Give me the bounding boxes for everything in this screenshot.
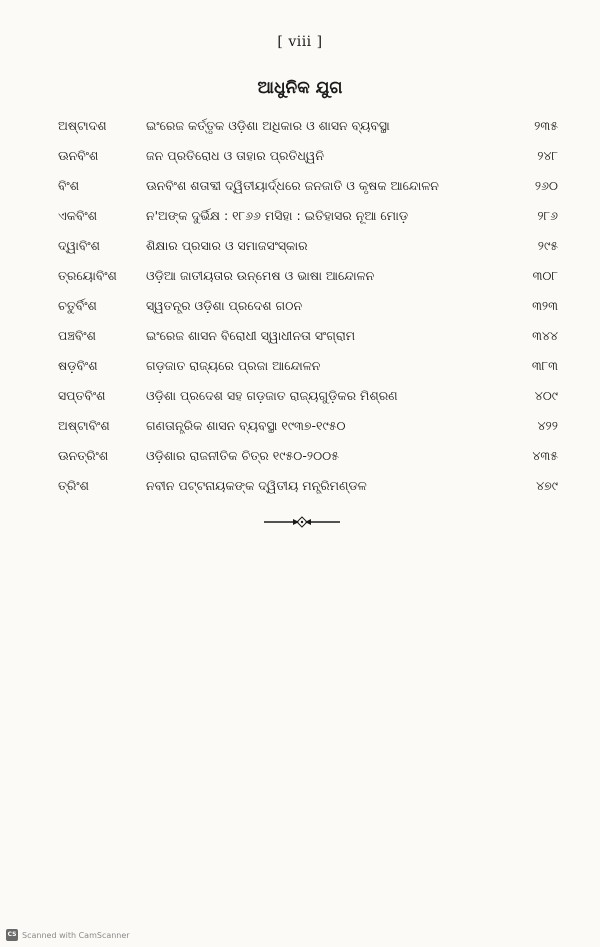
chapter-ordinal: ଏକବିଂଶ [58, 208, 98, 223]
chapter-ordinal: ଚତୁର୍ବିଂଶ [58, 298, 97, 313]
toc-row [58, 148, 558, 178]
chapter-title: ସ୍ୱତନ୍ତ୍ର ଓଡ଼ିଶା ପ୍ରଦେଶ ଗଠନ [146, 298, 303, 313]
toc-row [58, 328, 558, 358]
page-number: [ viii ] [277, 34, 323, 50]
chapter-page-number: ୪୩୫ [532, 448, 558, 463]
ornament-divider [262, 514, 342, 530]
chapter-title: ଇଂରେଜ ଶାସନ ବିରୋଧୀ ସ୍ୱାଧୀନତା ସଂଗ୍ରାମ [146, 328, 356, 343]
chapter-title: ଓଡ଼ିଆ ଜାତୀୟତାର ଉନ୍ମେଷ ଓ ଭାଷା ଆନ୍ଦୋଳନ [146, 268, 375, 283]
chapter-ordinal: ଦ୍ୱାବିଂଶ [58, 238, 100, 253]
chapter-title: ଓଡ଼ିଶାର ରାଜନୀତିକ ଚିତ୍ର ୧୯୫୦-୨୦୦୫ [146, 448, 339, 463]
toc-row [58, 358, 558, 388]
toc-row [58, 478, 558, 508]
chapter-page-number: ୪୭୯ [536, 478, 558, 493]
chapter-page-number: ୩୮୩ [531, 358, 558, 373]
toc-row [58, 418, 558, 448]
chapter-page-number: ୩୦୮ [532, 268, 558, 283]
chapter-ordinal: ଊନବିଂଶ [58, 148, 99, 163]
chapter-page-number: ୨୮୬ [537, 208, 558, 223]
chapter-title: ଜନ ପ୍ରତିରୋଧ ଓ ତାହାର ପ୍ରତିଧ୍ୱନି [146, 148, 324, 163]
toc-row [58, 118, 558, 148]
chapter-ordinal: ସପ୍ତବିଂଶ [58, 388, 106, 403]
toc-row [58, 178, 558, 208]
chapter-title: ନବୀନ ପଟ୍ଟନାୟକଙ୍କ ଦ୍ୱିତୀୟ ମନ୍ତ୍ରିମଣ୍ଡଳ [146, 478, 367, 493]
toc-row [58, 268, 558, 298]
chapter-ordinal: ତ୍ରୟୋବିଂଶ [58, 268, 117, 283]
chapter-page-number: ୩୨୩ [532, 298, 558, 313]
chapter-ordinal: ଅଷ୍ଟାବିଂଶ [58, 418, 110, 433]
chapter-title: ଊନବିଂଶ ଶତାବ୍ଦୀ ଦ୍ୱିତୀୟାର୍ଦ୍ଧରେ ଜନଜାତି ଓ କୃଷକ ଆନ୍ଦୋଳନ [146, 178, 439, 193]
toc-row [58, 208, 558, 238]
toc-row [58, 298, 558, 328]
table-of-contents [58, 118, 558, 508]
toc-row [58, 448, 558, 478]
chapter-ordinal: ତ୍ରିଂଶ [58, 478, 89, 493]
section-title: ଆଧୁନିକ ଯୁଗ [257, 78, 343, 98]
chapter-title: ଓଡ଼ିଶା ପ୍ରଦେଶ ସହ ଗଡ଼ଜାତ ରାଜ୍ୟଗୁଡ଼ିକର ମିଶ୍ରଣ [146, 388, 398, 403]
chapter-page-number: ୨୯୫ [537, 238, 558, 253]
chapter-page-number: ୪୨୨ [537, 418, 558, 433]
chapter-title: ନ'ଅଙ୍କ ଦୁର୍ଭିକ୍ଷ : ୧୮୬୬ ମସିହା : ଇତିହାସର ନୂଆ ମୋଡ଼ [146, 208, 409, 223]
chapter-page-number: ୨୩୫ [534, 118, 558, 133]
chapter-title: ଗଡ଼ଜାତ ରାଜ୍ୟରେ ପ୍ରଜା ଆନ୍ଦୋଳନ [146, 358, 321, 373]
watermark-text: Scanned with CamScanner [22, 930, 130, 940]
chapter-page-number: ୩୪୪ [532, 328, 558, 343]
chapter-ordinal: ଷଡ଼ବିଂଶ [58, 358, 98, 373]
toc-row [58, 388, 558, 418]
chapter-title: ଶିକ୍ଷାର ପ୍ରସାର ଓ ସମାଜସଂସ୍କାର [146, 238, 308, 253]
chapter-page-number: ୨୬୦ [534, 178, 558, 193]
scanner-watermark [6, 929, 130, 941]
chapter-page-number: ୪୦୯ [534, 388, 558, 403]
chapter-title: ଇଂରେଜ କର୍ତ୍ତୃକ ଓଡ଼ିଶା ଅଧିକାର ଓ ଶାସନ ବ୍ୟବସ୍ଥା [146, 118, 390, 133]
chapter-page-number: ୨୪୮ [537, 148, 558, 163]
chapter-ordinal: ବିଂଶ [58, 178, 80, 193]
chapter-ordinal: ଊନତ୍ରିଂଶ [58, 448, 109, 463]
chapter-title: ଗଣତାନ୍ତ୍ରିକ ଶାସନ ବ୍ୟବସ୍ଥା ୧୯୩୭-୧୯୫୦ [146, 418, 346, 433]
chapter-ordinal: ଅଷ୍ଟାଦଶ [58, 118, 107, 133]
camscanner-logo-icon: CS [6, 929, 18, 941]
toc-row [58, 238, 558, 268]
chapter-ordinal: ପଞ୍ଚବିଂଶ [58, 328, 96, 343]
